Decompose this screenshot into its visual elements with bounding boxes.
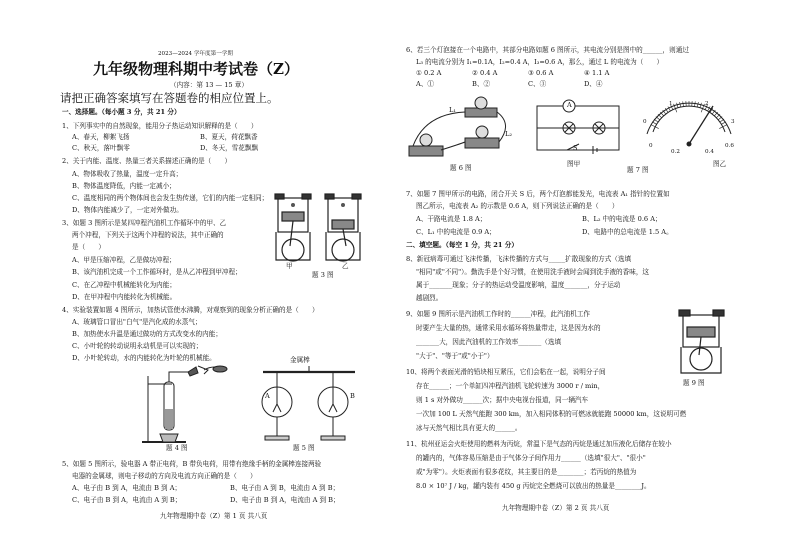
question-stem-line-2: 电器的金属球，则电子移动的方向及电流方向正确的是（ ） [72, 472, 257, 480]
question-stem-line-2: 的罐内的，气体容易压缩是由于气体分子间作用力______（选填"很大"、"很小" [416, 454, 646, 462]
electroscope-b-label: B [350, 392, 355, 400]
dial-tick-mark [695, 101, 696, 106]
option-c: C、电子由 B 到 A，电流由 A 到 B； [72, 496, 182, 504]
option-a: A、电子由 B 到 A，电流由 B 到 A； [72, 484, 182, 492]
question-stem-line-4: 越剧烈。 [416, 294, 443, 302]
option-item-2: ② 0.4 A [472, 69, 498, 77]
dial-tick-mark [683, 101, 684, 106]
ammeter-symbol: A [567, 101, 572, 109]
option-d: D、在甲冲程中内能转化为机械能。 [72, 293, 177, 301]
bulb-l1-label: L₁ [449, 106, 457, 114]
figure-3-caption: 题 3 图 [312, 271, 334, 279]
figure-7-circuit-and-meter [527, 94, 742, 176]
question-stem-line-1: 3、如题 3 图所示是某四冲程汽油机工作循环中的甲、乙 [62, 219, 227, 227]
option-a: A、春天，柳絮飞扬 [72, 133, 130, 141]
option-b: B、L₂ 中的电流是 0.6 A； [582, 215, 662, 223]
question-stem-line-4: 8.0 × 10⁷ J / kg，罐内装有 450 g 丙烷完全燃烧可以放出的热量是________J。 [416, 482, 651, 490]
ammeter-dial-yi [639, 96, 739, 151]
section-1-heading: 一、选择题。（每小题 3 分，共 21 分） [62, 108, 181, 116]
option-c: C、小叶轮的转动说明永动机是可以实现的； [72, 342, 203, 350]
question-stem-line-1: 8、新冠病毒可通过飞沫传播，飞沫传播的方式与_____扩散现象的方式（选填 [406, 255, 632, 263]
electroscope-drawing [255, 364, 365, 454]
question-stem-line-3: 则 1 s 对外做功______次；据中央电视台报道，同一辆汽车 [416, 396, 589, 404]
question-stem-line-4: 一次加 100 L 天然气能跑 300 km，加入相同体积的可燃冰就能跑 50000 km，这说明可燃 [416, 410, 687, 418]
dial-small-tick-06: 0.6 [725, 143, 734, 149]
dial-tick-1: 1 [669, 101, 673, 107]
exam-title: 九年级物理科期中考试卷（Z） [93, 60, 299, 78]
question-stem-line-2: 图乙所示，电流表 A₂ 的示数是 0.6 A，则下列说法正确的是（ ） [416, 202, 619, 210]
option-d: D、小叶轮转动，水的内能转化为叶轮的机械能。 [72, 354, 216, 362]
dial-tick-2: 2 [705, 101, 709, 107]
question-stem-line-2: 时要产生大量的热，通常采用水循环将热量带走，这是因为水的 [416, 324, 601, 332]
question-stem-line-2: 两个冲程，下列关于这两个冲程的说法，其中正确的 [72, 231, 224, 239]
figure-6-bulb-circuit [405, 94, 520, 174]
figure-3-engine-strokes [272, 180, 372, 280]
dial-tick-3: 3 [731, 119, 735, 125]
content-scope: （内容：第 13 — 15 章） [170, 81, 248, 89]
question-stem-line-3: 或"为零"）。火炬表面有很多花纹，其主要目的是________；若丙烷的热值为 [416, 468, 637, 476]
question-stem-line-5: 冰与天然气相比具有更大的______。 [416, 424, 522, 432]
page-footer: 九年物理期中卷（Z）第 1 页 共八页 [160, 512, 268, 520]
figure-9-engine-cylinder [667, 305, 737, 387]
option-c: C、L₁ 中的电流是 0.9 A； [416, 228, 496, 236]
dial-small-tick-04: 0.4 [705, 149, 714, 155]
engine-cylinder-drawing [667, 305, 737, 375]
option-b: B、电子由 A 到 B，电流由 A 到 B； [230, 484, 340, 492]
option-b: B、② [472, 80, 491, 88]
question-stem-line-1: 9、如题 9 图所示是汽油机工作时的______冲程，此汽油机工作 [406, 310, 591, 318]
subfigure-yi-label: 图乙 [713, 160, 727, 168]
option-b: B、物体温度降低，内能一定减小； [72, 182, 176, 190]
question-stem-line-1: 5、如题 5 图所示，验电器 A 带正电荷，B 带负电荷，用带有绝缘手柄的金属棒连接两验 [62, 460, 322, 468]
bulb-circuit-drawing [405, 94, 520, 164]
option-a: A、① [416, 80, 434, 88]
question-stem-line-3: 是（ ） [72, 243, 105, 251]
question-stem-line-4: "大于"、"等于"或"小于"） [416, 352, 494, 360]
option-item-3: ③ 0.6 A [528, 69, 554, 77]
option-d: D、电子由 B 到 A，电流由 A 到 B； [230, 496, 340, 504]
dial-small-tick-0: 0 [649, 143, 653, 149]
question-stem-line-2: "相同"或"不同"）。勤洗手是个好习惯，在使用洗手液时会闻到洗手液的香味，这 [416, 268, 650, 276]
question-stem: 2、关于内能、温度、热量三者关系描述正确的是（ ） [62, 157, 232, 165]
switch-label: S [573, 144, 578, 152]
figure-4-caption: 题 4 图 [166, 444, 188, 452]
section-2-heading: 二、填空题。（每空 1 分，共 21 分） [406, 241, 518, 249]
option-d: D、冬天，雪花飘飘 [200, 144, 259, 152]
option-c: C、秋天，落叶飘零 [72, 144, 130, 152]
question-stem: 1、下列事实中的自然现象，能用分子热运动知识解释的是（ ） [62, 122, 258, 130]
question-stem-line-3: _______大，因此汽油机的工作效率_______（选填 [416, 338, 562, 346]
option-d: D、物体内能减少了，一定对外做功。 [72, 206, 183, 214]
dial-tick-0: 0 [643, 119, 647, 125]
dial-tick-mark [652, 122, 656, 125]
question-stem-line-1: 10、将两个表面光滑的铅块相互紧压，它们会粘在一起，说明分子间 [406, 368, 606, 376]
question-stem: 4、实验装置如题 4 图所示，加热试管使水沸腾，对观察到的现象分析正确的是（ ） [62, 306, 319, 314]
option-c: C、温度相同的两个物体间也会发生热传递，它们的内能一定相同； [72, 194, 269, 202]
figure-5-electroscopes [255, 356, 365, 456]
option-d: D、④ [584, 80, 603, 88]
term-header: 2023—2024 学年度第一学期 [158, 51, 233, 57]
question-stem-line-2: L₃ 的电流分别为 I₁=0.1A，I₂=0.4 A，I₃=0.6 A，那么，通过 L 的电流为（ ） [416, 58, 664, 66]
question-stem-line-1: 6、若三个灯泡接在一个电路中，其部分电路如题 6 图所示，其电流分别是图中的______，则通过 [406, 46, 689, 54]
figure-3-label-b: 乙 [342, 262, 349, 270]
option-a: A、干路电流是 1.8 A； [416, 215, 487, 223]
subfigure-jia-label: 图甲 [567, 160, 581, 168]
electroscope-a-label: A [265, 392, 270, 400]
option-b: B、夏天，荷花飘香 [200, 133, 258, 141]
answer-instruction: 请把正确答案填写在答题卷的相应位置上。 [60, 91, 279, 105]
figure-9-caption: 题 9 图 [683, 379, 705, 387]
page-footer: 九年物理期中卷（Z）第 2 页 共八页 [502, 504, 610, 512]
question-stem-line-3: 属于_______现象；分子的热运动受温度影响，温度_______，分子运动 [416, 281, 621, 289]
figure-5-caption: 题 5 图 [293, 444, 315, 452]
dial-small-tick-02: 0.2 [671, 149, 680, 155]
metal-rod-label: 金属棒 [290, 356, 310, 364]
figure-3-label-a: 甲 [286, 262, 293, 270]
test-tube-drawing [130, 364, 235, 444]
option-c: C、③ [528, 80, 547, 88]
exam-page-2 [397, 0, 794, 550]
figure-6-caption: 题 6 图 [450, 164, 472, 172]
figure-4-test-tube-pinwheel [130, 364, 235, 454]
option-a: A、物体吸收了热量，温度一定升高； [72, 170, 183, 178]
question-stem-line-1: 11、杭州亚运会火炬使用的燃料为丙烷，常温下是气态的丙烷是通过加压液化后储存在较小 [406, 440, 672, 448]
dial-tick-mark [720, 119, 724, 122]
question-stem-line-1: 7、如题 7 图甲所示的电路，闭合开关 S 后，两个灯泡都能发光，电流表 A₁ 指针的位置如 [406, 190, 670, 198]
bulb-l2-label: L₂ [505, 130, 513, 138]
option-a: A、玻璃管口冒出"白气"是汽化成的水蒸气； [72, 318, 202, 326]
option-b: B、该汽油机完成一个工作循环时，是从乙冲程到甲冲程； [72, 268, 242, 276]
option-item-1: ① 0.2 A [416, 69, 442, 77]
option-item-4: ④ 1.1 A [584, 69, 610, 77]
dial-tick-mark [654, 119, 658, 122]
question-stem-line-2: 存在______；一个单缸四冲程汽油机飞轮转速为 3000 r / min， [416, 382, 605, 390]
option-d: D、电路中的总电流是 1.5 A。 [582, 228, 673, 236]
figure-7-caption: 题 7 图 [627, 166, 649, 174]
option-c: C、在乙冲程中机械能转化为内能； [72, 281, 176, 289]
dial-tick-mark [722, 122, 726, 125]
option-a: A、甲是压缩冲程，乙是做功冲程； [72, 256, 176, 264]
option-b: B、加热使水升温是通过做功的方式改变水的内能； [72, 330, 222, 338]
